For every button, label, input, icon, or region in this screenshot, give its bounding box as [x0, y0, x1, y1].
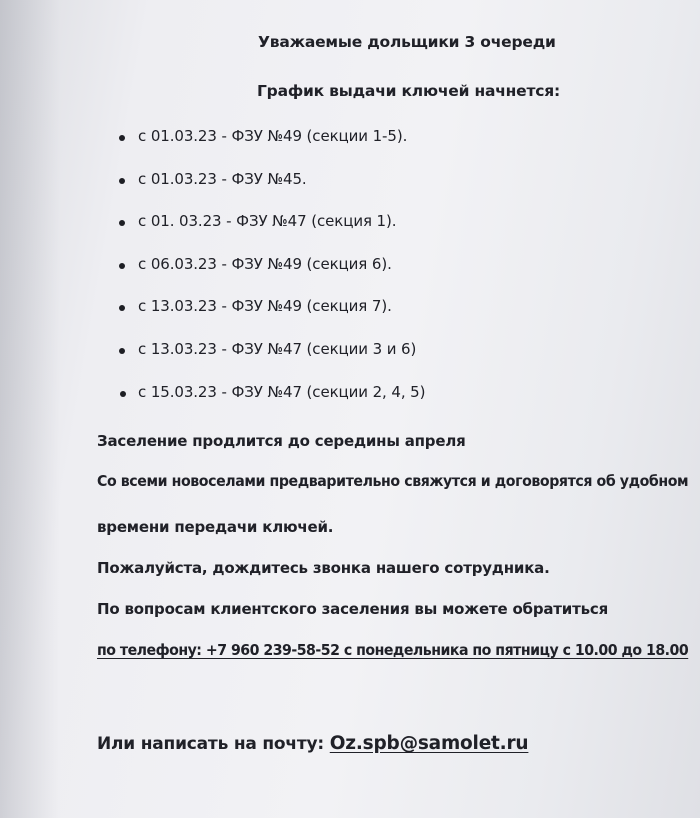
email-prefix: Или написать на почту:	[97, 734, 330, 754]
questions-text: По вопросам клиентского заселения вы можете обратиться	[97, 600, 608, 618]
email-address-link[interactable]: Oz.spb@samolet.ru	[329, 733, 529, 754]
bullet-icon	[120, 391, 126, 397]
schedule-item: с 01.03.23 - ФЗУ №45.	[138, 170, 307, 188]
schedule-item: с 13.03.23 - ФЗУ №49 (секция 7).	[138, 297, 392, 315]
bullet-icon	[119, 135, 125, 141]
schedule-item: с 06.03.23 - ФЗУ №49 (секция 6).	[138, 255, 392, 273]
email-line	[97, 733, 528, 754]
contact-text-line-1: Со всеми новоселами предварительно свяжутся и договорятся об удобном	[97, 472, 689, 490]
schedule-item: с 15.03.23 - ФЗУ №47 (секции 2, 4, 5)	[138, 383, 426, 401]
phone-hours-line: по телефону: +7 960 239-58-52 с понедельника по пятницу с 10.00 до 18.00	[97, 641, 689, 659]
settlement-period: Заселение продлится до середины апреля	[97, 432, 466, 450]
bullet-icon	[119, 348, 125, 354]
greeting-heading: Уважаемые дольщики 3 очереди	[258, 33, 556, 51]
schedule-item: с 13.03.23 - ФЗУ №47 (секции 3 и 6)	[138, 340, 417, 358]
bullet-icon	[119, 263, 125, 269]
bullet-icon	[119, 305, 125, 311]
contact-text-line-2: времени передачи ключей.	[97, 518, 334, 536]
page-shadow	[0, 0, 60, 818]
schedule-item: с 01. 03.23 - ФЗУ №47 (секция 1).	[138, 212, 397, 230]
schedule-heading: График выдачи ключей начнется:	[257, 82, 560, 100]
schedule-item: с 01.03.23 - ФЗУ №49 (секции 1-5).	[138, 127, 408, 145]
wait-call-text: Пожалуйста, дождитесь звонка нашего сотрудника.	[97, 559, 550, 577]
bullet-icon	[119, 220, 125, 226]
bullet-icon	[119, 178, 125, 184]
